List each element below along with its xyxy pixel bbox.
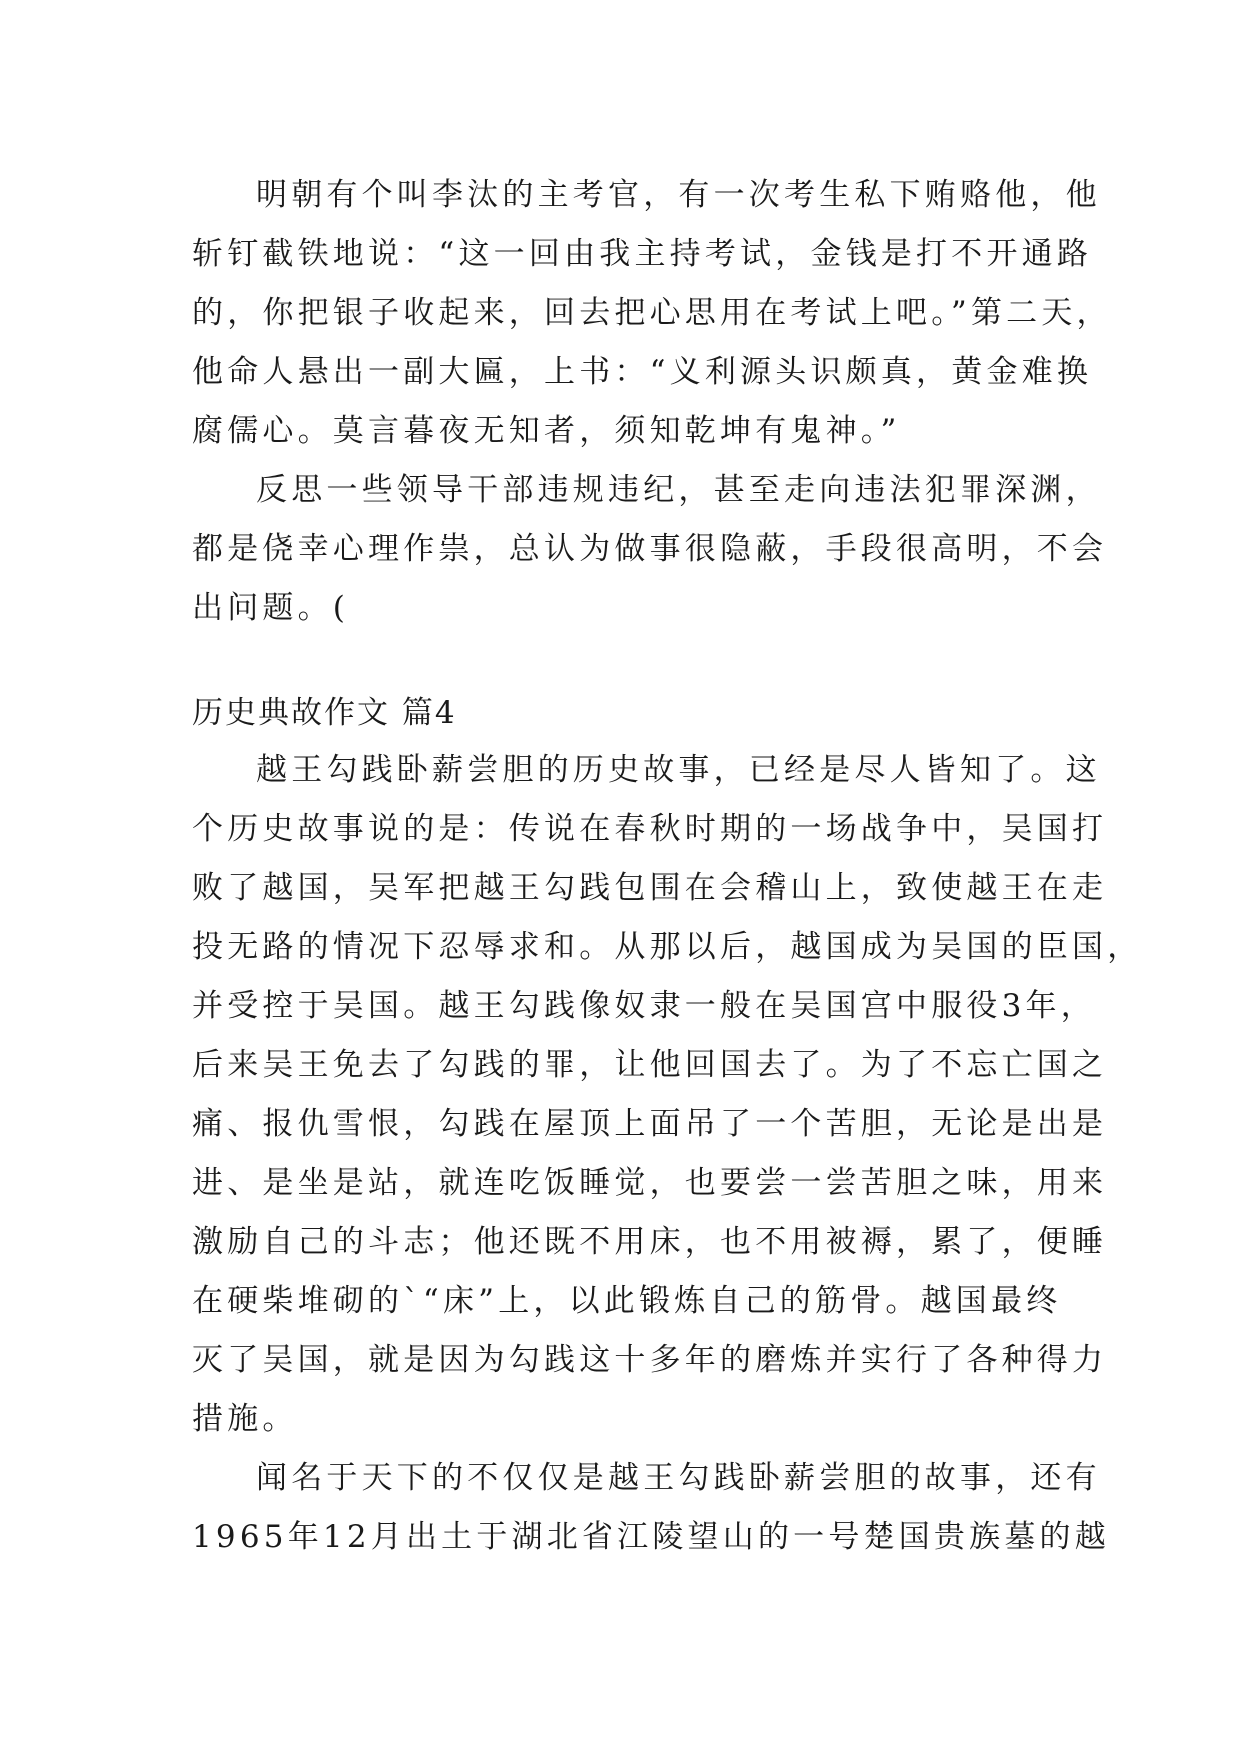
paragraph-line: 斩钉截铁地说：“这一回由我主持考试，金钱是打不开通路 [192, 236, 1093, 272]
paragraph-line: 越王勾践卧薪尝胆的历史故事，已经是尽人皆知了。这 [256, 752, 1101, 788]
paragraph-line: 败了越国，吴军把越王勾践包围在会稽山上，致使越王在走 [192, 870, 1108, 906]
paragraph-line: 闻名于天下的不仅仅是越王勾践卧薪尝胆的故事，还有 [256, 1460, 1101, 1496]
paragraph-line: 出问题。( [192, 590, 350, 626]
paragraph-line: 个历史故事说的是：传说在春秋时期的一场战争中，吴国打 [192, 811, 1108, 847]
paragraph-line: 腐儒心。莫言暮夜无知者，须知乾坤有鬼神。” [192, 413, 901, 449]
paragraph-line: 投无路的情况下忍辱求和。从那以后，越国成为吴国的臣国， [192, 929, 1143, 965]
paragraph-line: 反思一些领导干部违规违纪，甚至走向违法犯罪深渊， [256, 472, 1101, 508]
paragraph-line: 激励自己的斗志；他还既不用床，也不用被褥，累了，便睡 [192, 1224, 1108, 1260]
section-heading: 历史典故作文 篇4 [192, 695, 457, 731]
paragraph-line: 的，你把银子收起来，回去把心思用在考试上吧。”第二天， [192, 295, 1112, 331]
paragraph-line: 措施。 [192, 1401, 298, 1437]
paragraph-line: 并受控于吴国。越王勾践像奴隶一般在吴国宫中服役3年， [192, 988, 1096, 1024]
paragraph-line: 他命人悬出一副大匾，上书：“义利源头识颇真，黄金难换 [192, 354, 1093, 390]
paragraph-line: 明朝有个叫李汰的主考官，有一次考生私下贿赂他，他 [256, 177, 1101, 213]
paragraph-line: 都是侥幸心理作祟，总认为做事很隐蔽，手段很高明，不会 [192, 531, 1108, 567]
paragraph-line: 在硬柴堆砌的`“床”上，以此锻炼自己的筋骨。越国最终 [192, 1283, 1062, 1319]
paragraph-line: 灭了吴国，就是因为勾践这十多年的磨炼并实行了各种得力 [192, 1342, 1108, 1378]
paragraph-line: 后来吴王免去了勾践的罪，让他回国去了。为了不忘亡国之 [192, 1047, 1108, 1083]
paragraph-line: 进、是坐是站，就连吃饭睡觉，也要尝一尝苦胆之味，用来 [192, 1165, 1108, 1201]
paragraph-line: 1965年12月出土于湖北省江陵望山的一号楚国贵族墓的越 [192, 1519, 1110, 1555]
paragraph-line: 痛、报仇雪恨，勾践在屋顶上面吊了一个苦胆，无论是出是 [192, 1106, 1108, 1142]
